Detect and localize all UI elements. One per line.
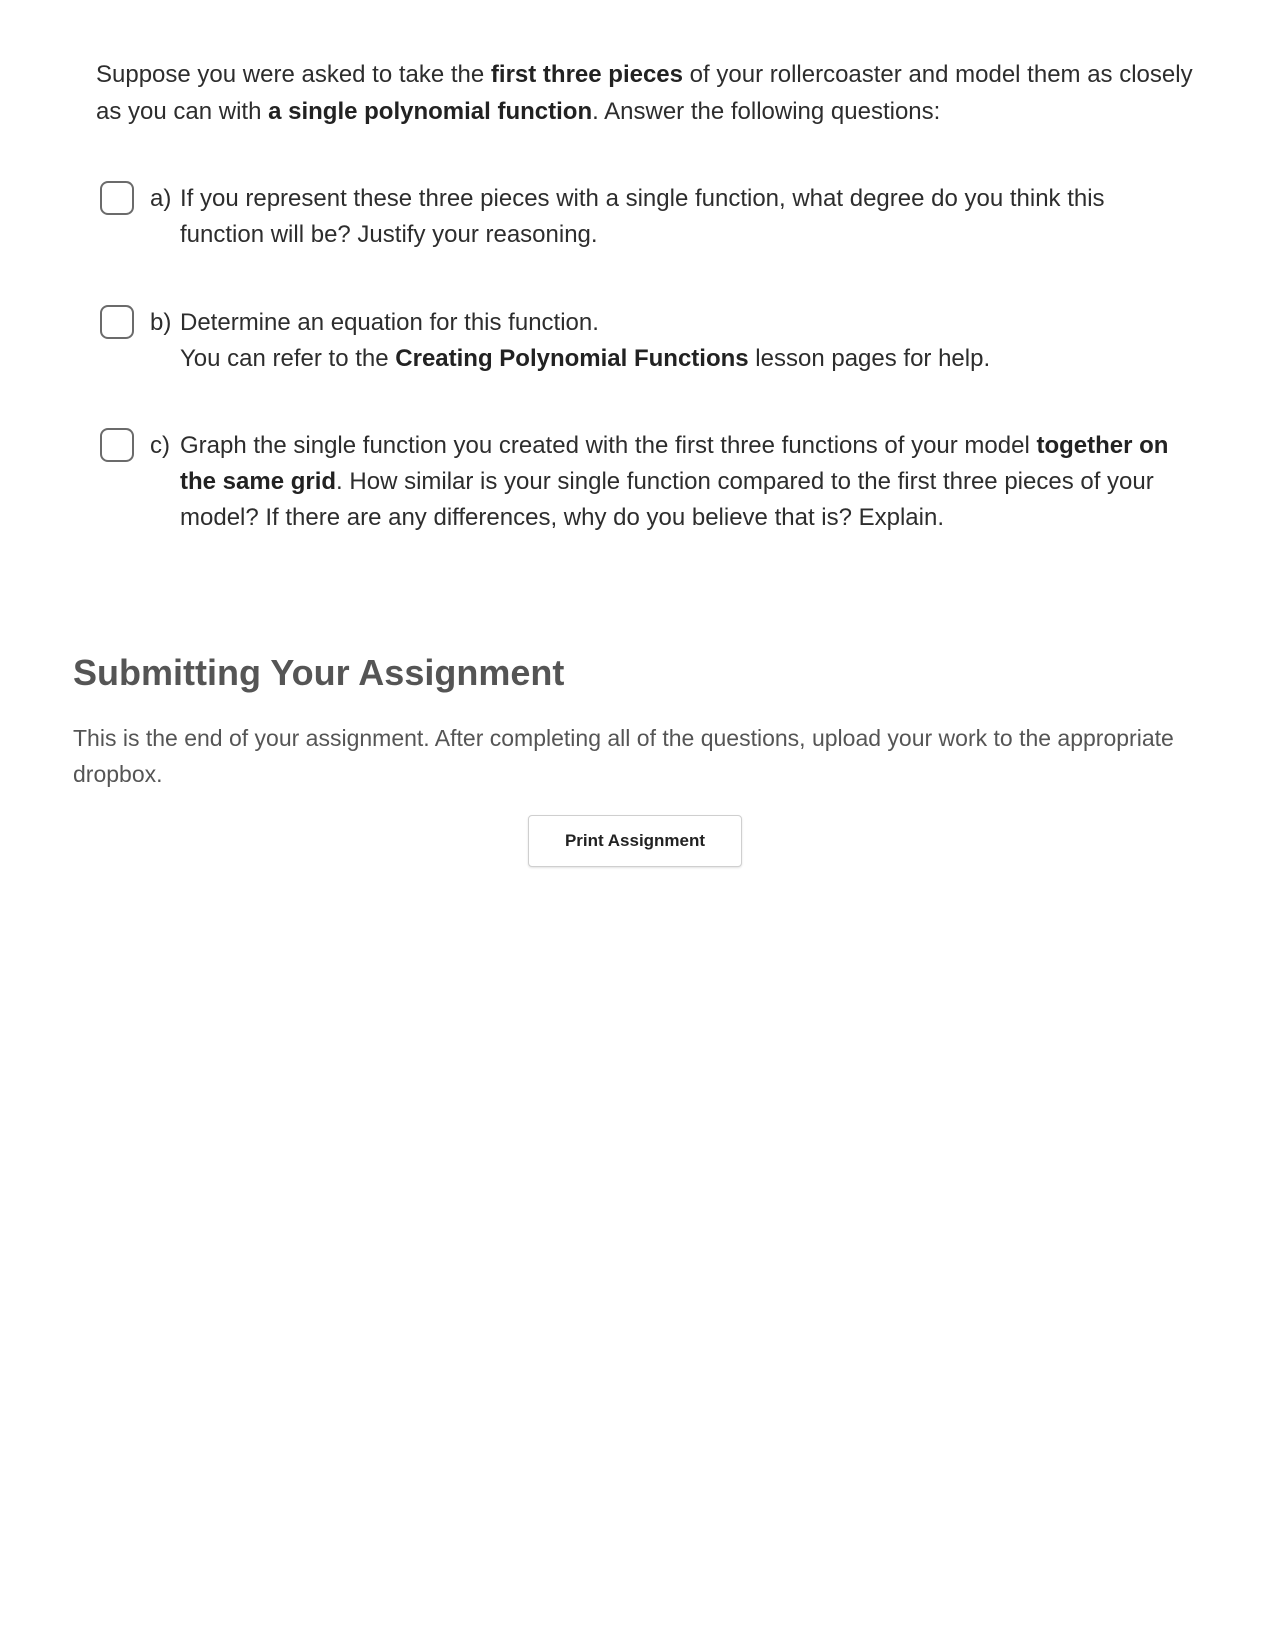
intro-text: of your rollercoaster and model them as closely as you can with — [96, 61, 1193, 125]
question-b-checkbox[interactable] — [100, 305, 134, 339]
print-assignment-button[interactable]: Print Assignment — [528, 815, 742, 867]
intro-bold-text: first three pieces — [490, 61, 684, 88]
question-a — [100, 181, 1200, 253]
question-text: If you represent these three pieces with a single function, what degree do you think this function will be? Justify your reasoning. — [180, 185, 1105, 248]
question-text — [180, 428, 1195, 536]
question-letter: a) — [150, 185, 172, 212]
intro-paragraph — [96, 56, 1206, 130]
question-line-text: lesson pages for help. — [748, 345, 991, 372]
question-line: Determine an equation for this function. — [180, 309, 599, 336]
section-heading: Submitting Your Assignment — [73, 652, 565, 693]
question-letter: c) — [150, 432, 170, 459]
question-text — [180, 305, 1195, 377]
intro-text: Suppose you were asked to take the — [96, 61, 491, 88]
lesson-reference: Creating Polynomial Functions — [395, 345, 749, 372]
question-c — [100, 428, 1200, 536]
question-a-checkbox[interactable] — [100, 181, 134, 215]
question-text-part: Graph the single function you created with the first three functions of your model — [180, 432, 1037, 459]
question-bold-text: together on the same grid — [180, 432, 1169, 495]
question-c-checkbox[interactable] — [100, 428, 134, 462]
question-b — [100, 305, 1200, 377]
question-letter: b) — [150, 309, 172, 336]
question-line — [180, 341, 1195, 377]
intro-bold-text: a single polynomial function — [268, 98, 593, 125]
question-line-text: You can refer to the — [180, 345, 396, 372]
question-text-part: . How similar is your single function compared to the first three pieces of your model? If there are any differences, why do you believe that is? Explain. — [180, 468, 1154, 531]
intro-text: . Answer the following questions: — [592, 98, 941, 125]
section-body: This is the end of your assignment. After completing all of the questions, upload your work to the appropriate dropbox. — [73, 725, 1174, 787]
